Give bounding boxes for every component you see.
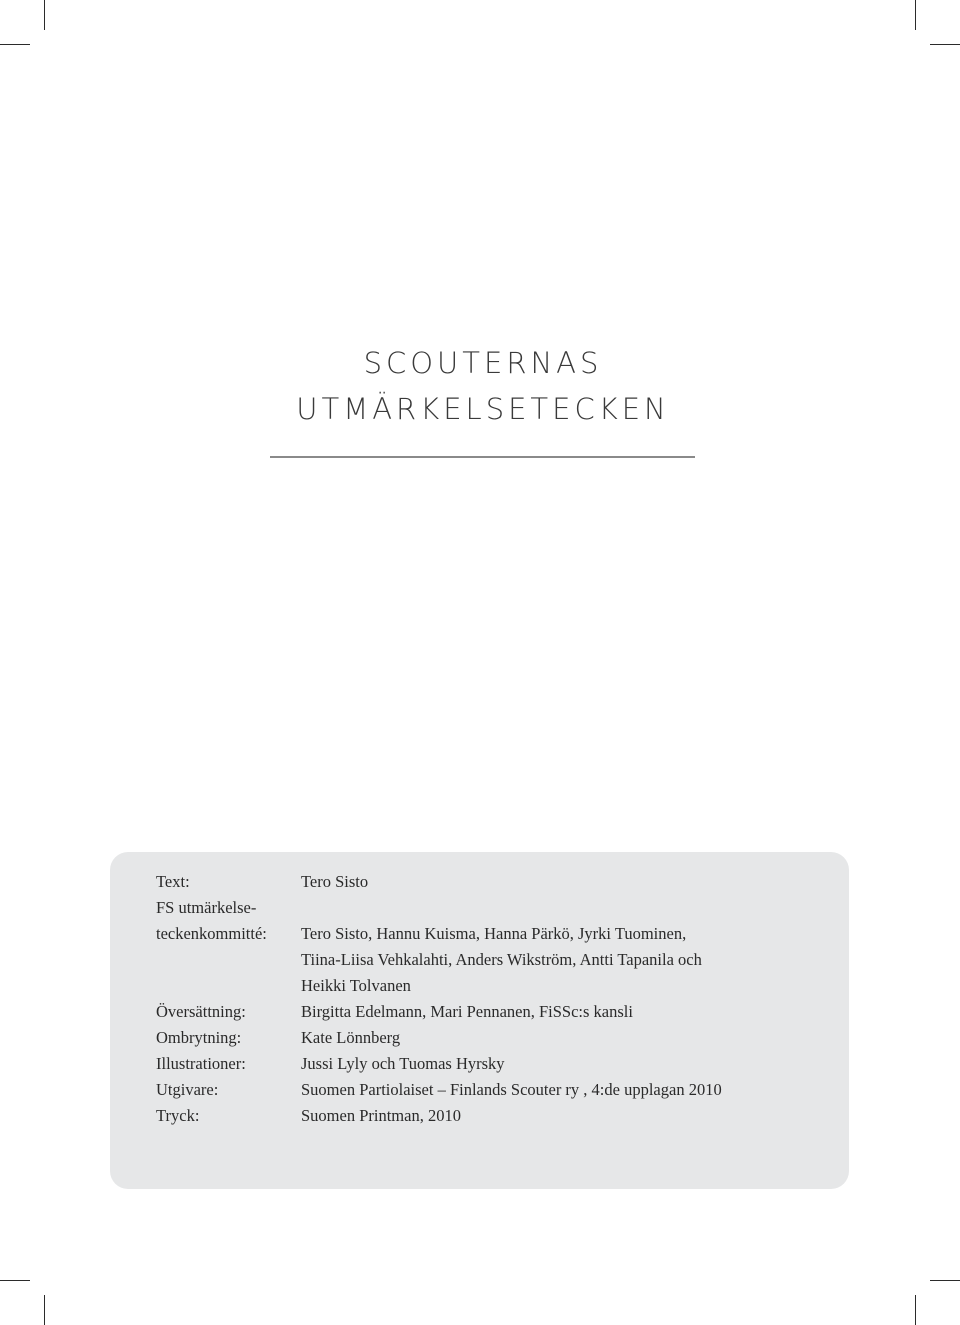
credit-row-layout	[156, 1025, 722, 1051]
credit-row-translation	[156, 999, 722, 1025]
credits-list	[156, 869, 722, 1129]
credit-value-line: Tero Sisto, Hannu Kuisma, Hanna Pärkö, Jyrki Tuominen,	[301, 924, 687, 943]
credit-row-publisher	[156, 1077, 722, 1103]
crop-mark-top-left-h	[0, 44, 30, 45]
crop-mark-top-right-v	[915, 0, 916, 30]
credit-value: Suomen Partiolaiset – Finlands Scouter ry , 4:de upplagan 2010	[301, 1080, 722, 1099]
credit-value-line: Heikki Tolvanen	[301, 976, 411, 995]
crop-mark-bottom-right-h	[930, 1280, 960, 1281]
page-title	[0, 340, 960, 432]
crop-mark-top-left-v	[44, 0, 45, 30]
credit-value: Suomen Printman, 2010	[301, 1106, 461, 1125]
credit-value: Tero Sisto	[301, 872, 369, 891]
credit-value	[301, 921, 702, 999]
credit-row-committee	[156, 921, 722, 999]
credit-row-illustrations	[156, 1051, 722, 1077]
crop-mark-bottom-right-v	[915, 1295, 916, 1325]
title-divider	[270, 456, 695, 458]
title-line-1: SCOUTERNAS	[363, 346, 603, 380]
credit-value-line: Tiina-Liisa Vehkalahti, Anders Wikström, Antti Tapanila och	[301, 950, 702, 969]
credit-label: Illustrationer:	[156, 1054, 246, 1073]
credit-value: Jussi Lyly och Tuomas Hyrsky	[301, 1054, 505, 1073]
title-line-2: UTMÄRKELSETECKEN	[296, 392, 670, 426]
credit-label: Tryck:	[156, 1106, 200, 1125]
credit-label: FS utmärkelse-	[156, 898, 257, 917]
credits-box	[110, 852, 849, 1189]
crop-mark-bottom-left-v	[44, 1295, 45, 1325]
credit-row-print	[156, 1103, 722, 1129]
credit-row-text	[156, 869, 722, 895]
credit-value: Kate Lönnberg	[301, 1028, 401, 1047]
credit-label: Utgivare:	[156, 1080, 219, 1099]
credit-label: Översättning:	[156, 1002, 246, 1021]
credit-label: Text:	[156, 872, 190, 891]
credit-value: Birgitta Edelmann, Mari Pennanen, FiSSc:s kansli	[301, 1002, 633, 1021]
credit-row-committee-label-1	[156, 895, 722, 921]
crop-mark-top-right-h	[930, 44, 960, 45]
crop-mark-bottom-left-h	[0, 1280, 30, 1281]
credit-label: teckenkommitté:	[156, 924, 267, 943]
credit-label: Ombrytning:	[156, 1028, 242, 1047]
